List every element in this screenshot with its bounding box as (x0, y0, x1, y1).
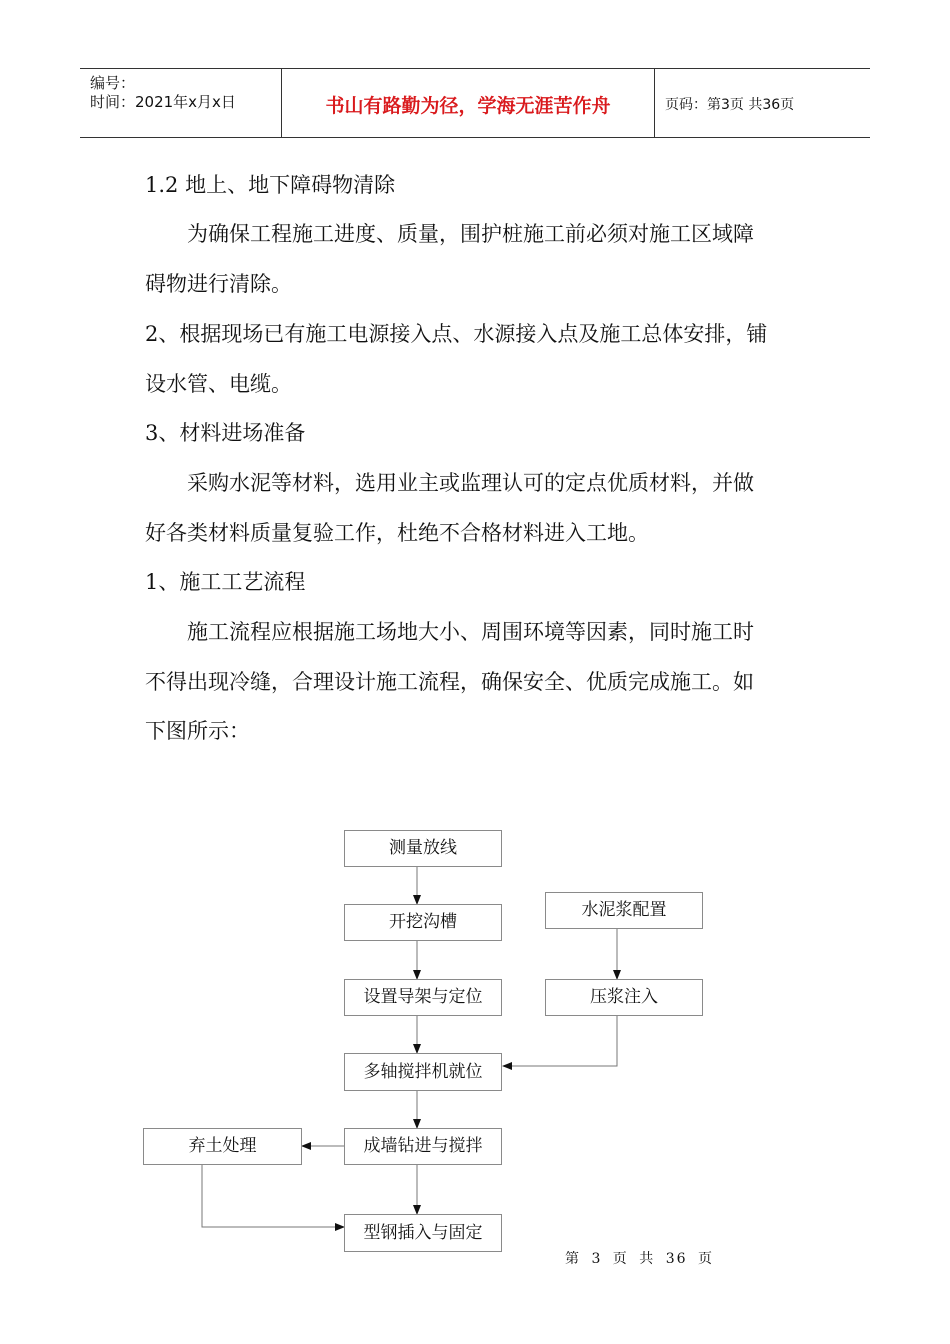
paragraph-process-line3: 下图所示： (145, 719, 250, 743)
flow-step-drill-mix: 成墙钻进与搅拌 (344, 1128, 502, 1165)
flow-step-survey: 测量放线 (344, 830, 502, 867)
arrow-side2-to-step4 (503, 1016, 617, 1066)
paragraph-process-line2: 不得出现冷缝，合理设计施工流程，确保安全、优质完成施工。如 (145, 670, 754, 694)
section-heading-materials: 3、材料进场准备 (145, 421, 306, 445)
paragraph-utilities-line1: 2、根据现场已有施工电源接入点、水源接入点及施工总体安排，铺 (145, 322, 768, 346)
flow-side-grout-prep: 水泥浆配置 (545, 892, 703, 929)
paragraph-utilities-line2: 设水管、电缆。 (145, 372, 292, 396)
paragraph-materials-line1: 采购水泥等材料，选用业主或监理认可的定点优质材料，并做 (187, 471, 754, 495)
flow-side-grout-inject: 压浆注入 (545, 979, 703, 1016)
header-meta-cell (80, 69, 282, 137)
header-number-label: 编号： (90, 74, 136, 92)
page-header (80, 68, 870, 138)
paragraph-materials-line2: 好各类材料质量复验工作，杜绝不合格材料进入工地。 (145, 521, 649, 545)
arrow-side3-to-step6 (202, 1164, 344, 1227)
flow-side-spoil-disposal: 弃土处理 (143, 1128, 302, 1165)
paragraph-obstacle-line2: 碍物进行清除。 (145, 272, 292, 296)
section-heading-obstacle-clearing: 1.2 地上、地下障碍物清除 (145, 173, 396, 197)
header-time-label: 时间：2021年x月x日 (90, 93, 236, 111)
flow-step-guide-frame: 设置导架与定位 (344, 979, 502, 1016)
page-footer: 第 3 页 共 36 页 (565, 1251, 714, 1267)
header-motto-cell (282, 69, 655, 137)
paragraph-obstacle-line1: 为确保工程施工进度、质量，围护桩施工前必须对施工区域障 (187, 222, 754, 246)
flow-step-trench: 开挖沟槽 (344, 904, 502, 941)
header-page-info: 页码：第3页 共36页 (665, 97, 795, 113)
flow-step-mixer-position: 多轴搅拌机就位 (344, 1053, 502, 1091)
section-heading-process-flow: 1、施工工艺流程 (145, 570, 306, 594)
header-page-cell (655, 69, 870, 137)
header-motto: 书山有路勤为径，学海无涯苦作舟 (325, 95, 611, 117)
paragraph-process-line1: 施工流程应根据施工场地大小、周围环境等因素，同时施工时 (187, 620, 754, 644)
flow-step-steel-insert: 型钢插入与固定 (344, 1214, 502, 1252)
